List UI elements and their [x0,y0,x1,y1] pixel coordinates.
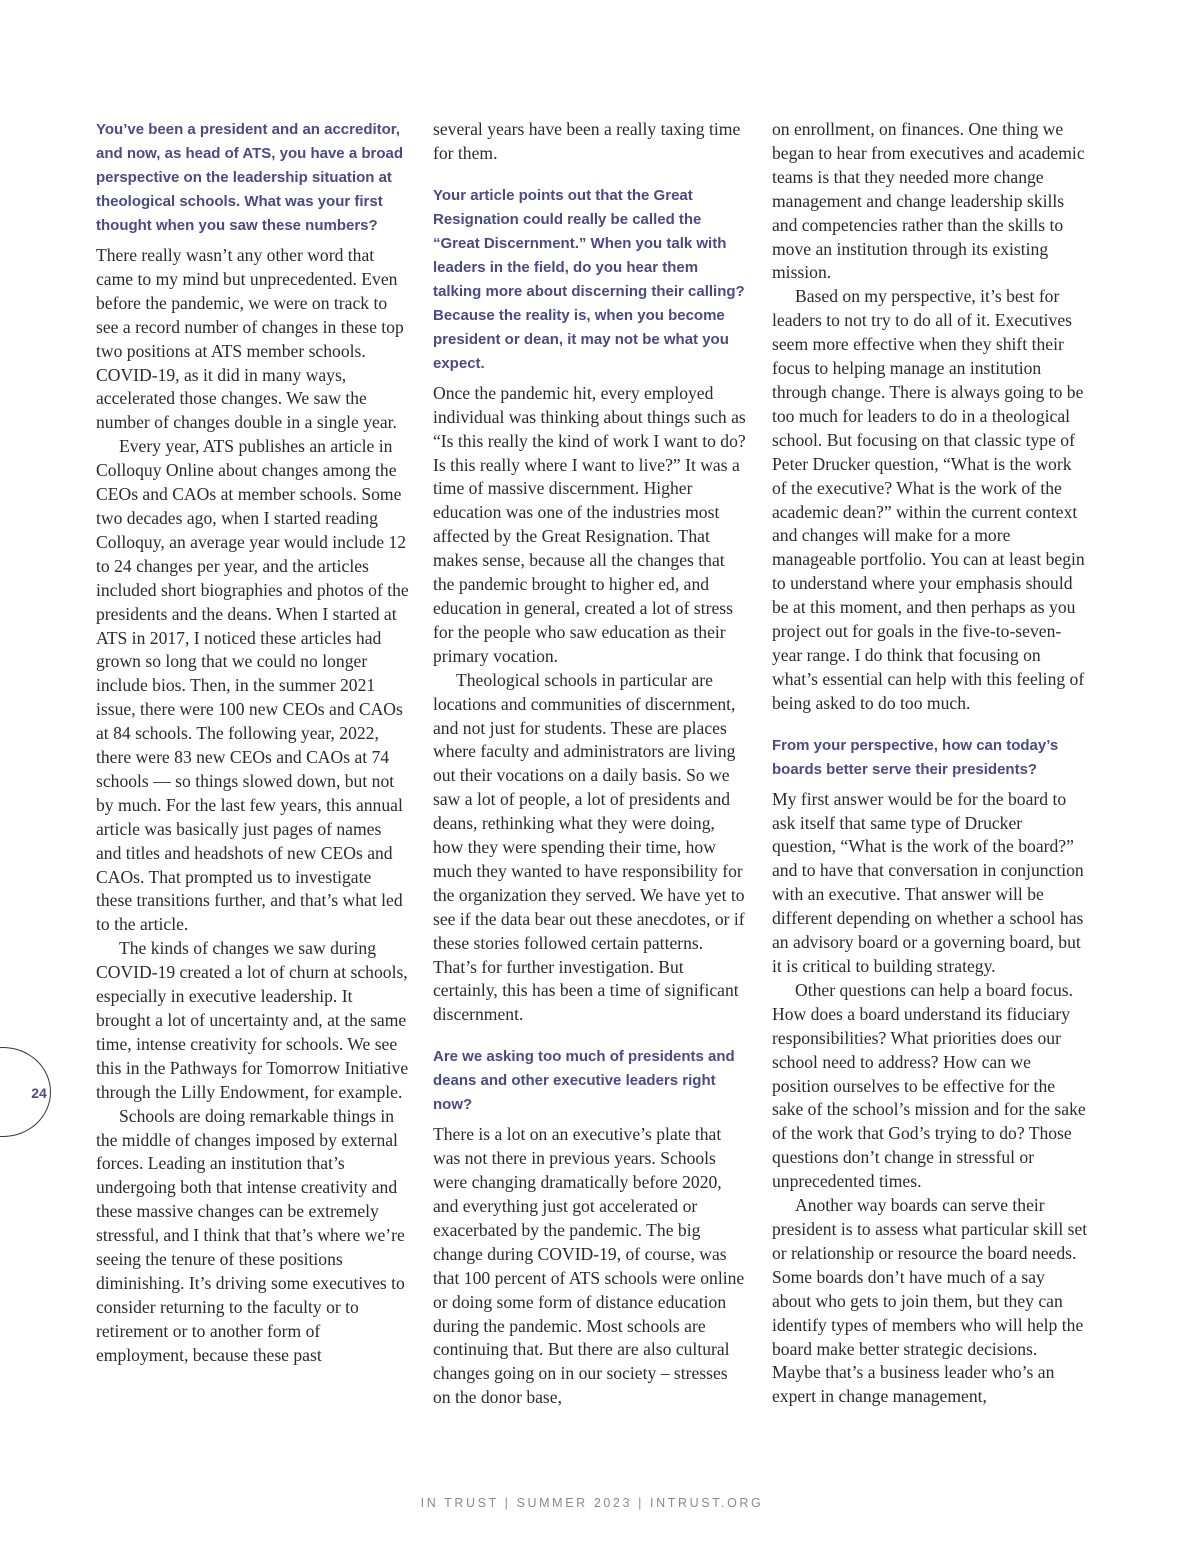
answer-paragraph: Another way boards can serve their president is to assess what particular skill set or relationship or resource the board needs. Some boards don’t have much of a say about who gets to join them, but they can identify types of members who will help the board make better strategic decisions. Maybe that’s a business leader who’s an expert in change management, [772,1195,1088,1407]
interview-question: You’ve been a president and an accreditor, and now, as head of ATS, you have a broad perspective on the leadership situation at theological schools. What was your first thought when you saw these numbers? [96,121,403,234]
column-1 [96,118,409,1368]
answer-paragraph: Every year, ATS publishes an article in Colloquy Online about changes among the CEOs and CAOs at member schools. Some two decades ago, when I started reading Colloquy, an average year would include 12 to 24 changes per year, and the articles included short biographies and photos of the presidents and the deans. When I started at ATS in 2017, I noticed these articles had grown so long that we could no longer include bios. Then, in the summer 2021 issue, there were 100 new CEOs and CAOs at 84 schools. The following year, 2022, there were 83 new CEOs and CAOs at 74 schools — so things slowed down, but not by much. For the last few years, this annual article was basically just pages of names and titles and headshots of new CEOs and CAOs. That prompted us to investigate these transitions further, and that’s what led to the article. [96,436,409,935]
answer-paragraph: Based on my perspective, it’s best for leaders to not try to do all of it. Executives seem more effective when they shift their focus to helping manage an institution through change. There is always going to be too much for leaders to do in a theological school. But focusing on that classic type of Peter Drucker question, “What is the work of the executive? What is the work of the academic dean?” within the current context and changes will make for a more manageable portfolio. You can at least begin to understand where your emphasis should be at this moment, and then perhaps as you project out for goals in the five-to-seven-year range. I do think that focusing on what’s essential can help with this feeling of being asked to do too much. [772,286,1085,713]
answer-paragraph: Other questions can help a board focus. How does a board understand its fiduciary responsibilities? What priorities does our school need to address? How can we position ourselves to be effective for the sake of the school’s mission and for the sake of the work that God’s trying to do? Those questions don’t change in stressful or unprecedented times. [772,979,1086,1192]
page-number: 24 [31,1085,47,1101]
interview-question: Your article points out that the Great Resignation could really be called the “Great Discernment.” When you talk with leaders in the field, do you hear them talking more about discerning their calling? Because the reality is, when you become president or dean, it may not be what you expect. [433,186,745,372]
footer-credit: IN TRUST | SUMMER 2023 | INTRUST.ORG [420,1496,764,1510]
column-2 [433,118,749,1410]
answer-paragraph: Once the pandemic hit, every employed individual was thinking about things such as “Is this really the kind of work I want to do? Is this really where I want to live?” It was a time of massive discernment. Higher education was one of the industries most affected by the Great Resignation. That makes sense, because all the changes that the pandemic brought to higher ed, and education in general, created a lot of stress for the people who saw education as their primary vocation. [433,382,746,666]
answer-paragraph: There is a lot on an executive’s plate that was not there in previous years. Schools were changing dramatically before 2020, and everything just got accelerated or exacerbated by the pandemic. The big change during COVID-19, of course, was that 100 percent of ATS schools were online or doing some form of distance education during the pandemic. Most schools are continuing that. But there are also cultural changes going on in our society – stresses on the donor base, [433,1124,745,1408]
answer-paragraph: Theological schools in particular are locations and communities of discernment, and not just for students. These are places where faculty and administrators are living out their vocations on a daily basis. So we saw a lot of people, a lot of presidents and deans, rethinking what they were doing, how they were spending their time, how much they wanted to have responsibility for the organization they served. We have yet to see if the data bear out these anecdotes, or if these stories followed certain patterns. That’s for further investigation. But certainly, this has been a time of significant discernment. [433,669,745,1025]
interview-question: Are we asking too much of presidents and deans and other executive leaders right now? [433,1048,735,1114]
answer-paragraph: There really wasn’t any other word that came to my mind but unprecedented. Even before the pandemic, we were on track to see a record number of changes in these top two positions at ATS member schools. COVID-19, as it did in many ways, accelerated those changes. We saw the number of changes double in a single year. [96,245,404,433]
interview-question: From your perspective, how can today’s boards better serve their presidents? [772,736,1059,778]
answer-paragraph: My first answer would be for the board to ask itself that same type of Drucker question, “What is the work of the board?” and to have that conversation in conjunction with an executive. That answer will be different depending on whether a school has an advisory board or a governing board, but it is critical to building strategy. [772,788,1084,976]
column-3 [772,118,1088,1409]
answer-paragraph: several years have been a really taxing time for them. [433,119,741,163]
answer-paragraph: on enrollment, on finances. One thing we began to hear from executives and academic teams is that they needed more change management and change leadership skills and competencies rather than the skills to move an institution through its existing mission. [772,119,1085,283]
answer-paragraph: The kinds of changes we saw during COVID-19 created a lot of churn at schools, especially in executive leadership. It brought a lot of uncertainty and, at the same time, intense creativity for schools. We see this in the Pathways for Tomorrow Initiative through the Lilly Endowment, for example. [96,938,409,1102]
answer-paragraph: Schools are doing remarkable things in the middle of changes imposed by external forces. Leading an institution that’s undergoing both that intense creativity and these massive changes can be extremely stressful, and I think that that’s where we’re seeing the tenure of these positions diminishing. It’s driving some executives to consider returning to the faculty or to retirement or to another form of employment, because these past [96,1105,405,1365]
